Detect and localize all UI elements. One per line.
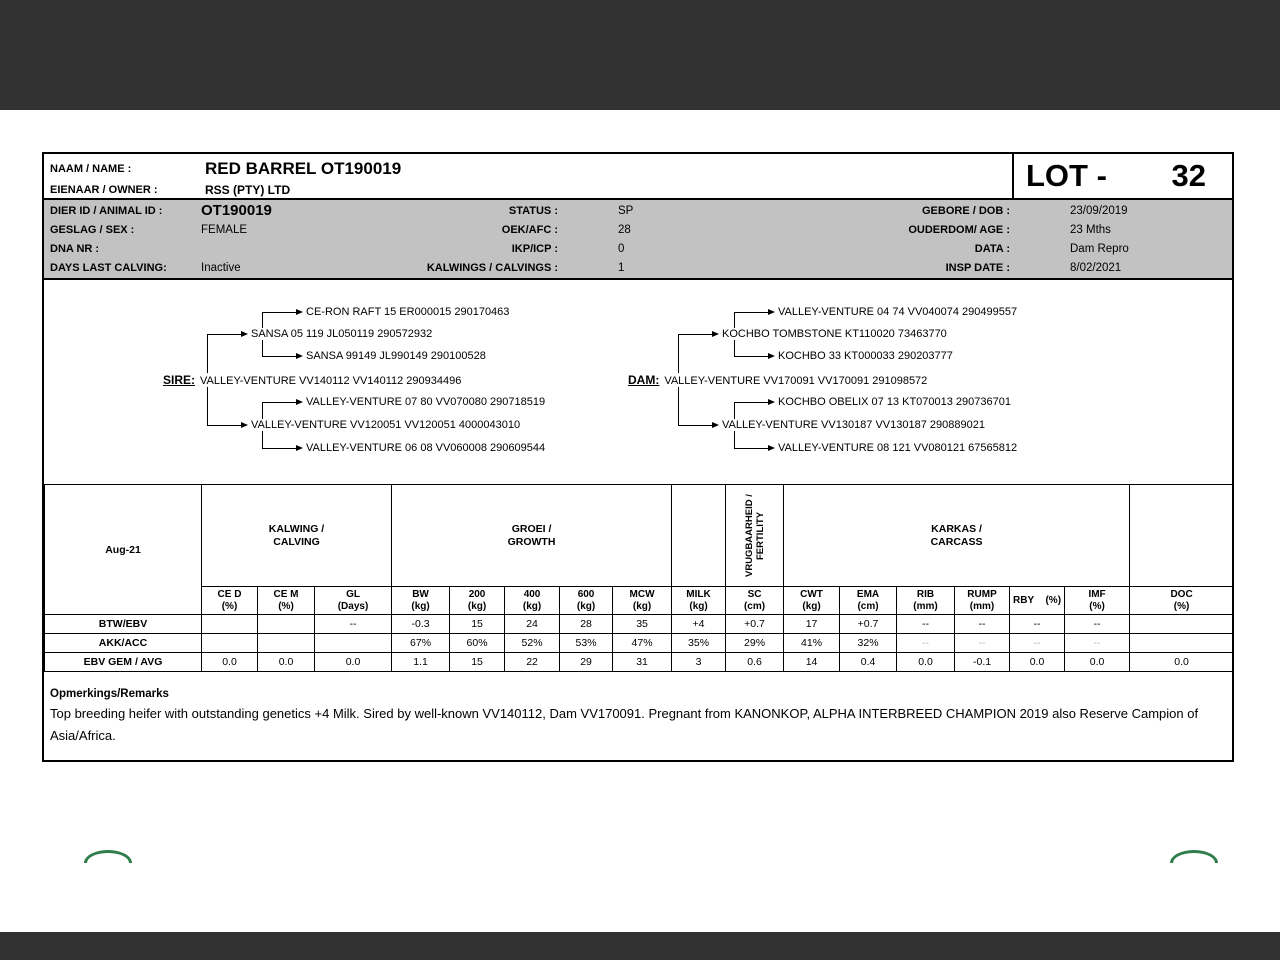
arrow-right-icon: [296, 353, 303, 359]
ebv-column-header: DOC (%): [1130, 587, 1234, 615]
pedigree-animal-name: VALLEY-VENTURE 08 121 VV080121 67565812: [775, 442, 1020, 454]
ebv-column-header: EMA (cm): [840, 587, 897, 615]
ebv-row-label: EBV GEM / AVG: [45, 653, 202, 672]
ebv-cell: 35: [613, 615, 672, 634]
ebv-column-header: BW (kg): [392, 587, 450, 615]
pedigree-animal-name: SANSA 99149 JL990149 290100528: [303, 350, 489, 362]
catalog-page: [0, 110, 1280, 932]
sire-father-father: [262, 304, 512, 320]
dam-father-mother: [734, 348, 956, 364]
info-label: KALWINGS / CALVINGS :: [426, 261, 558, 274]
ebv-cell: 35%: [672, 634, 726, 653]
ebv-cell: +0.7: [840, 615, 897, 634]
pedigree-line: [678, 334, 712, 335]
info-row: [44, 220, 1232, 239]
ebv-cell: --: [315, 615, 392, 634]
dam-label: DAM:: [628, 373, 660, 387]
ebv-column-header: CE D (%): [202, 587, 258, 615]
ebv-cell: [202, 634, 258, 653]
ebv-cell: --: [897, 615, 955, 634]
sire-mother: [207, 417, 523, 433]
info-value: 23/09/2019: [1070, 204, 1128, 217]
arrow-right-icon: [712, 331, 719, 337]
ebv-cell: 52%: [505, 634, 560, 653]
info-value: Dam Repro: [1070, 242, 1129, 255]
pedigree-line: [262, 356, 296, 357]
arrow-right-icon: [296, 399, 303, 405]
ebv-cell: 29%: [726, 634, 784, 653]
arrow-right-icon: [768, 399, 775, 405]
info-grid: [44, 200, 1232, 280]
ebv-cell: [315, 634, 392, 653]
ebv-cell: 0.0: [1130, 653, 1234, 672]
pedigree-line: [207, 425, 241, 426]
sire-mother-mother: [262, 440, 548, 456]
pedigree-animal-name: SANSA 05 119 JL050119 290572932: [248, 328, 435, 340]
info-row: [44, 258, 1232, 277]
ebv-cell: +4: [672, 615, 726, 634]
sire-name: SIRE: VALLEY-VENTURE VV140112 VV140112 290934496: [160, 373, 464, 387]
ebv-column-header: 400 (kg): [505, 587, 560, 615]
ebv-cell: [1130, 615, 1234, 634]
pedigree-animal-name: KOCHBO OBELIX 07 13 KT070013 290736701: [775, 396, 1014, 408]
info-value: Inactive: [201, 261, 241, 274]
ebv-cell: 32%: [840, 634, 897, 653]
ebv-cell: 60%: [450, 634, 505, 653]
pedigree-line: [734, 402, 768, 403]
ebv-cell: 29: [560, 653, 613, 672]
info-label: DNA NR :: [50, 242, 100, 255]
ebv-cell: [1130, 634, 1234, 653]
ebv-cell: 47%: [613, 634, 672, 653]
lot-label: LOT -: [1026, 158, 1107, 193]
ebv-cell: 0.0: [202, 653, 258, 672]
pedigree-line: [678, 425, 712, 426]
ebv-column-header: GL (Days): [315, 587, 392, 615]
info-value: 28: [618, 223, 631, 236]
ebv-table: [44, 484, 1234, 672]
ebv-cell: --: [897, 634, 955, 653]
ebv-cell: 3: [672, 653, 726, 672]
ebv-cell: 0.0: [258, 653, 315, 672]
remarks-text: Top breeding heifer with outstanding genetics +4 Milk. Sired by well-known VV140112, Dam VV170091. Pregnant from KANONKOP, ALPHA INTERBREED CHAMPION 2019 also Reserve Campion of Asia/Africa.: [50, 706, 1199, 743]
info-value: SP: [618, 204, 634, 217]
ebv-column-header: MCW (kg): [613, 587, 672, 615]
dam-father: [678, 326, 950, 342]
dam-name: DAM: VALLEY-VENTURE VV170091 VV170091 291098572: [625, 373, 930, 387]
ebv-column-header: IMF (%): [1065, 587, 1130, 615]
pedigree-line: [262, 448, 296, 449]
info-label: INSP DATE :: [945, 261, 1010, 274]
ebv-cell: -0.1: [955, 653, 1010, 672]
ebv-cell: --: [955, 634, 1010, 653]
pedigree-section: [44, 280, 1232, 484]
logo-arc-left-icon: [84, 850, 132, 863]
top-letterbox: [0, 0, 1280, 110]
ebv-column-header: RBY (%): [1010, 587, 1065, 615]
arrow-right-icon: [241, 422, 248, 428]
ebv-cell: --: [955, 615, 1010, 634]
ebv-group-header: [672, 485, 726, 587]
ebv-column-header: CWT (kg): [784, 587, 840, 615]
ebv-row: [45, 634, 1234, 653]
ebv-cell: 0.0: [1065, 653, 1130, 672]
pedigree-animal-name: KOCHBO 33 KT000033 290203777: [775, 350, 956, 362]
info-value: 23 Mths: [1070, 223, 1111, 236]
ebv-cell: --: [1010, 615, 1065, 634]
dam-name: [625, 372, 930, 388]
ebv-cell: 31: [613, 653, 672, 672]
remarks-section: [44, 672, 1232, 747]
ebv-cell: -0.3: [392, 615, 450, 634]
info-label: DIER ID / ANIMAL ID :: [50, 204, 163, 217]
info-label: DATA :: [974, 242, 1010, 255]
owner-label: EIENAAR / OWNER :: [50, 184, 158, 196]
lot-sheet: [42, 152, 1234, 762]
ebv-column-header: RUMP (mm): [955, 587, 1010, 615]
pedigree-animal-name: VALLEY-VENTURE 04 74 VV040074 290499557: [775, 306, 1020, 318]
info-value: FEMALE: [201, 223, 248, 236]
ebv-cell: 53%: [560, 634, 613, 653]
ebv-column-header: SC (cm): [726, 587, 784, 615]
ebv-cell: 41%: [784, 634, 840, 653]
ebv-cell: --: [1010, 634, 1065, 653]
info-row: [44, 239, 1232, 258]
ebv-group-header: KARKAS / CARCASS: [784, 485, 1130, 587]
info-label: STATUS :: [508, 204, 558, 217]
info-label: OEK/AFC :: [501, 223, 558, 236]
ebv-cell: 0.0: [315, 653, 392, 672]
arrow-right-icon: [296, 445, 303, 451]
pedigree-line: [734, 356, 768, 357]
pedigree-line: [262, 402, 296, 403]
dam-mother: [678, 417, 988, 433]
info-label: OUDERDOM/ AGE :: [908, 223, 1010, 236]
dam-father-father: [734, 304, 1020, 320]
logo-arc-right-icon: [1170, 850, 1218, 863]
ebv-cell: 0.0: [897, 653, 955, 672]
info-label: GEBORE / DOB :: [921, 204, 1010, 217]
ebv-row-label: BTW/EBV: [45, 615, 202, 634]
ebv-column-header: RIB (mm): [897, 587, 955, 615]
ebv-cell: 17: [784, 615, 840, 634]
owner-value: RSS (PTY) LTD: [205, 183, 291, 197]
remarks-label: Opmerkings/Remarks: [50, 688, 169, 700]
ebv-column-header: CE M (%): [258, 587, 315, 615]
ebv-cell: 0.4: [840, 653, 897, 672]
ebv-row-label: AKK/ACC: [45, 634, 202, 653]
ebv-group-header: [1130, 485, 1234, 587]
ebv-column-header: MILK (kg): [672, 587, 726, 615]
ebv-column-header: 200 (kg): [450, 587, 505, 615]
ebv-column-header: 600 (kg): [560, 587, 613, 615]
arrow-right-icon: [768, 309, 775, 315]
sire-label: SIRE:: [163, 373, 196, 387]
pedigree-animal-name: VALLEY-VENTURE VV130187 VV130187 290889021: [719, 419, 988, 431]
arrow-right-icon: [241, 331, 248, 337]
pedigree-animal-name: VALLEY-VENTURE 06 08 VV060008 290609544: [303, 442, 548, 454]
pedigree-line: [734, 312, 768, 313]
info-label: GESLAG / SEX :: [50, 223, 135, 236]
pedigree-animal-name: KOCHBO TOMBSTONE KT110020 73463770: [719, 328, 950, 340]
ebv-cell: [202, 615, 258, 634]
ebv-group-header: VRUGBAARHEID / FERTILITY: [726, 485, 784, 587]
info-row: [44, 201, 1232, 220]
ebv-row: [45, 653, 1234, 672]
pedigree-line: [734, 448, 768, 449]
info-value: 8/02/2021: [1070, 261, 1122, 274]
dam-mother-mother: [734, 440, 1020, 456]
ebv-cell: [258, 634, 315, 653]
arrow-right-icon: [768, 353, 775, 359]
sire-mother-father: [262, 394, 548, 410]
ebv-cell: +0.7: [726, 615, 784, 634]
ebv-cell: 0.6: [726, 653, 784, 672]
pedigree-line: [262, 312, 296, 313]
info-label: DAYS LAST CALVING:: [50, 261, 167, 274]
ebv-group-header: GROEI / GROWTH: [392, 485, 672, 587]
ebv-cell: --: [1065, 634, 1130, 653]
sheet-header: [44, 154, 1232, 200]
bottom-letterbox: [0, 932, 1280, 960]
ebv-cell: 1.1: [392, 653, 450, 672]
info-label: IKP/ICP :: [511, 242, 558, 255]
pedigree-line: [207, 334, 241, 335]
sire-father-mother: [262, 348, 489, 364]
ebv-cell: 22: [505, 653, 560, 672]
ebv-group-header: KALWING / CALVING: [202, 485, 392, 587]
lot-number: 32: [1171, 158, 1206, 193]
ebv-cell: [258, 615, 315, 634]
dam-mother-father: [734, 394, 1014, 410]
ebv-cell: 0.0: [1010, 653, 1065, 672]
ebv-cell: 15: [450, 615, 505, 634]
info-value: 0: [618, 242, 625, 255]
animal-name: RED BARREL OT190019: [205, 159, 402, 178]
sire-name: [160, 372, 464, 388]
name-label: NAAM / NAME :: [50, 163, 132, 175]
info-value: OT190019: [201, 202, 272, 219]
lot-box: [1012, 154, 1232, 198]
ebv-cell: 67%: [392, 634, 450, 653]
arrow-right-icon: [296, 309, 303, 315]
ebv-cell: 14: [784, 653, 840, 672]
ebv-cell: 24: [505, 615, 560, 634]
pedigree-animal-name: VALLEY-VENTURE VV120051 VV120051 4000043010: [248, 419, 523, 431]
info-value: 1: [618, 261, 625, 274]
ebv-cell: 28: [560, 615, 613, 634]
ebv-row: [45, 615, 1234, 634]
pedigree-animal-name: VALLEY-VENTURE 07 80 VV070080 290718519: [303, 396, 548, 408]
ebv-date-label: Aug-21: [45, 485, 202, 615]
arrow-right-icon: [712, 422, 719, 428]
pedigree-animal-name: CE-RON RAFT 15 ER000015 290170463: [303, 306, 512, 318]
sire-father: [207, 326, 435, 342]
arrow-right-icon: [768, 445, 775, 451]
ebv-cell: 15: [450, 653, 505, 672]
ebv-cell: --: [1065, 615, 1130, 634]
